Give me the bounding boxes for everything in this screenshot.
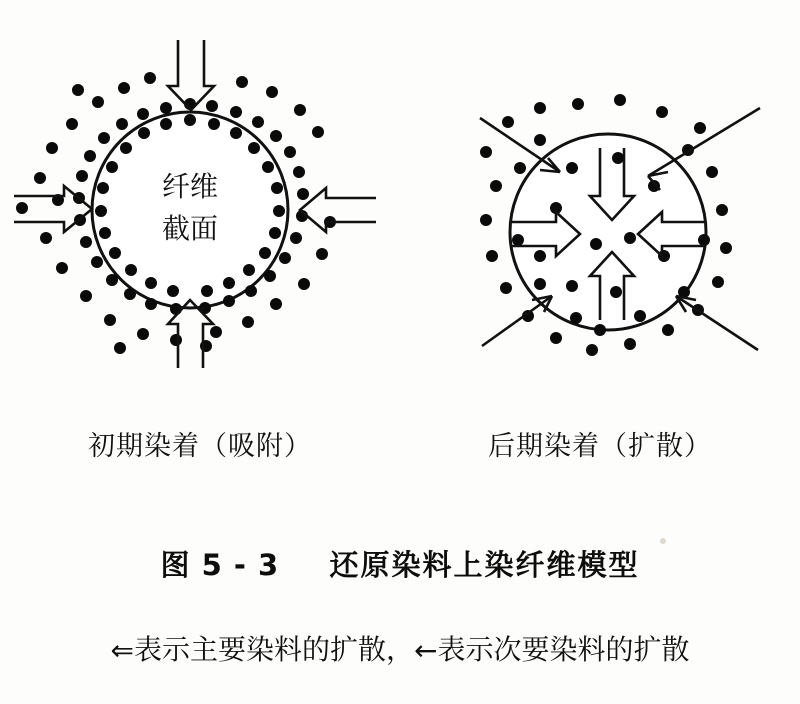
arrow-line-bottom-left: [482, 296, 552, 346]
fiber-label-line2: 截面: [161, 212, 219, 245]
legend-minor-text: 表示次要染料的扩散: [437, 633, 690, 666]
legend-major-text: 表示主要染料的扩散，: [133, 633, 414, 666]
arrow-line-bottom-right: [676, 296, 758, 350]
fiber-cross-section-circle-left: [92, 112, 288, 308]
caption-left-panel: 初期染着（吸附）: [88, 431, 312, 462]
figure-number: 图 5 - 3: [160, 548, 280, 582]
fiber-label-line1: 纤维: [161, 170, 219, 203]
double-arrow-icon: ⇐: [110, 634, 134, 667]
figure-title: [0, 543, 800, 584]
figure-title-text: 还原染料上染纤维模型: [329, 548, 640, 582]
panel-captions: [0, 424, 800, 463]
arrow-right-left-panel: [300, 188, 376, 232]
caption-right-panel: 后期染着（扩散）: [488, 431, 712, 462]
single-arrow-icon: ←: [414, 634, 438, 667]
fiber-cross-section-circle-right: [510, 134, 706, 330]
panel-right: [480, 94, 760, 356]
arrow-line-top-right: [648, 108, 760, 176]
paper-speck: [660, 538, 666, 544]
figure-legend: [0, 628, 800, 668]
panel-left: [14, 40, 376, 368]
